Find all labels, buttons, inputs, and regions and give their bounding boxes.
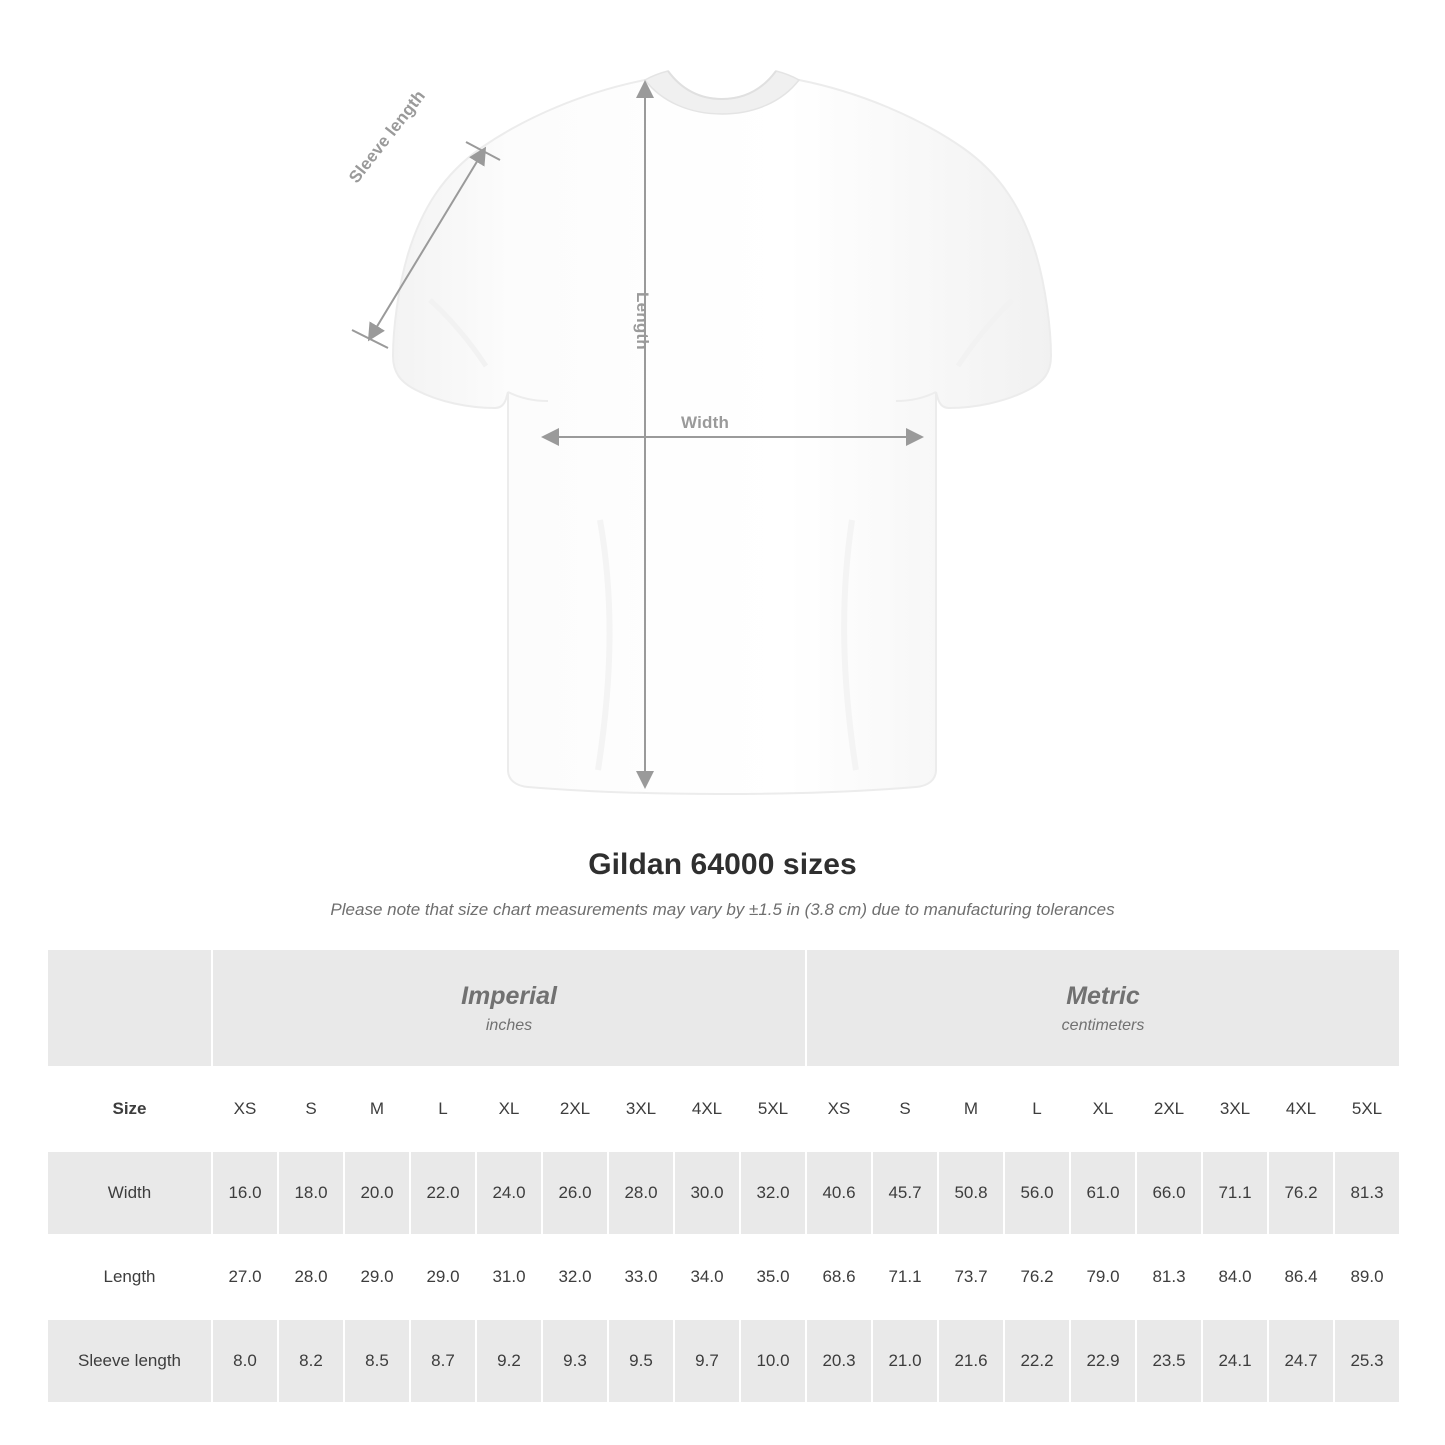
unit-header-row	[47, 949, 1400, 1067]
col-header: S	[278, 1067, 344, 1151]
cell: 81.3	[1334, 1151, 1400, 1235]
cell: 27.0	[212, 1235, 278, 1319]
cell: 29.0	[344, 1235, 410, 1319]
cell: 33.0	[608, 1235, 674, 1319]
page-title: Gildan 64000 sizes	[588, 848, 857, 881]
col-header: 4XL	[674, 1067, 740, 1151]
cell: 28.0	[608, 1151, 674, 1235]
cell: 50.8	[938, 1151, 1004, 1235]
width-label: Width	[681, 413, 730, 432]
size-table-wrap	[46, 948, 1399, 1404]
cell: 30.0	[674, 1151, 740, 1235]
cell: 40.6	[806, 1151, 872, 1235]
cell: 45.7	[872, 1151, 938, 1235]
cell: 71.1	[872, 1235, 938, 1319]
cell: 24.1	[1202, 1319, 1268, 1403]
cell: 22.0	[410, 1151, 476, 1235]
unit-spacer	[47, 949, 212, 1067]
cell: 61.0	[1070, 1151, 1136, 1235]
cell: 32.0	[542, 1235, 608, 1319]
cell: 56.0	[1004, 1151, 1070, 1235]
col-header: M	[344, 1067, 410, 1151]
unit-imperial	[212, 949, 806, 1067]
cell: 89.0	[1334, 1235, 1400, 1319]
row-header-size: Size	[47, 1067, 212, 1151]
cell: 76.2	[1268, 1151, 1334, 1235]
cell: 8.0	[212, 1319, 278, 1403]
col-header: XL	[476, 1067, 542, 1151]
unit-metric-name: Metric	[1066, 981, 1140, 1010]
cell: 9.2	[476, 1319, 542, 1403]
cell: 73.7	[938, 1235, 1004, 1319]
cell: 8.2	[278, 1319, 344, 1403]
col-header: 2XL	[542, 1067, 608, 1151]
unit-metric-sub: centimeters	[1061, 1016, 1145, 1034]
cell: 26.0	[542, 1151, 608, 1235]
cell: 21.0	[872, 1319, 938, 1403]
cell: 24.0	[476, 1151, 542, 1235]
col-header: S	[872, 1067, 938, 1151]
cell: 31.0	[476, 1235, 542, 1319]
col-header: XS	[806, 1067, 872, 1151]
cell: 8.7	[410, 1319, 476, 1403]
cell: 81.3	[1136, 1235, 1202, 1319]
cell: 35.0	[740, 1235, 806, 1319]
col-header: M	[938, 1067, 1004, 1151]
cell: 79.0	[1070, 1235, 1136, 1319]
unit-imperial-name: Imperial	[461, 981, 557, 1010]
cell: 25.3	[1334, 1319, 1400, 1403]
col-header: XL	[1070, 1067, 1136, 1151]
cell: 23.5	[1136, 1319, 1202, 1403]
cell: 71.1	[1202, 1151, 1268, 1235]
col-header: 3XL	[608, 1067, 674, 1151]
table-row	[47, 1151, 1400, 1235]
cell: 9.5	[608, 1319, 674, 1403]
title-block	[0, 848, 1445, 920]
col-header: L	[410, 1067, 476, 1151]
cell: 20.0	[344, 1151, 410, 1235]
row-label-width: Width	[47, 1151, 212, 1235]
cell: 18.0	[278, 1151, 344, 1235]
size-table	[46, 948, 1401, 1404]
cell: 8.5	[344, 1319, 410, 1403]
size-header-row	[47, 1067, 1400, 1151]
table-row	[47, 1235, 1400, 1319]
unit-metric	[806, 949, 1400, 1067]
cell: 34.0	[674, 1235, 740, 1319]
col-header: 4XL	[1268, 1067, 1334, 1151]
col-header: 3XL	[1202, 1067, 1268, 1151]
sleeve-length-label: Sleeve length	[345, 86, 430, 187]
cell: 84.0	[1202, 1235, 1268, 1319]
length-label: Length	[633, 292, 652, 350]
col-header: 2XL	[1136, 1067, 1202, 1151]
col-header: L	[1004, 1067, 1070, 1151]
cell: 32.0	[740, 1151, 806, 1235]
cell: 9.7	[674, 1319, 740, 1403]
col-header: 5XL	[740, 1067, 806, 1151]
cell: 66.0	[1136, 1151, 1202, 1235]
cell: 9.3	[542, 1319, 608, 1403]
col-header: 5XL	[1334, 1067, 1400, 1151]
row-label-length: Length	[47, 1235, 212, 1319]
row-label-sleeve-length: Sleeve length	[47, 1319, 212, 1403]
cell: 10.0	[740, 1319, 806, 1403]
cell: 22.9	[1070, 1319, 1136, 1403]
cell: 76.2	[1004, 1235, 1070, 1319]
cell: 29.0	[410, 1235, 476, 1319]
table-row	[47, 1319, 1400, 1403]
cell: 22.2	[1004, 1319, 1070, 1403]
cell: 24.7	[1268, 1319, 1334, 1403]
unit-imperial-sub: inches	[485, 1016, 533, 1034]
cell: 21.6	[938, 1319, 1004, 1403]
cell: 68.6	[806, 1235, 872, 1319]
cell: 20.3	[806, 1319, 872, 1403]
cell: 28.0	[278, 1235, 344, 1319]
cell: 86.4	[1268, 1235, 1334, 1319]
tolerance-note: Please note that size chart measurements may vary by ±1.5 in (3.8 cm) due to manufacturing tolerances	[330, 900, 1115, 919]
cell: 16.0	[212, 1151, 278, 1235]
col-header: XS	[212, 1067, 278, 1151]
